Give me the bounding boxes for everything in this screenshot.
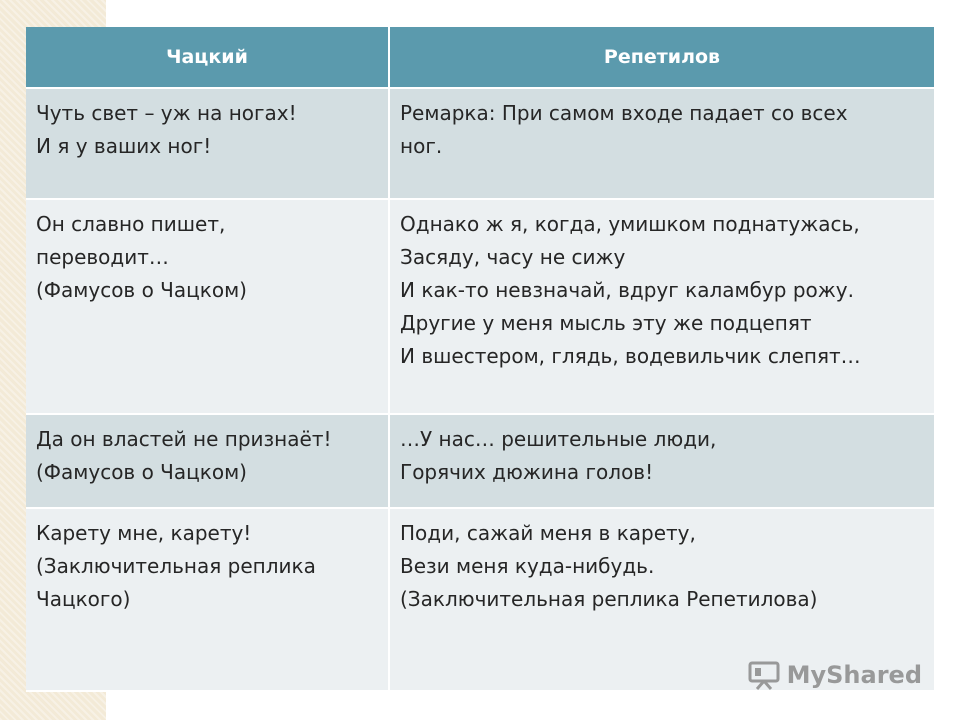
cell-chatsky [26, 414, 389, 508]
cell-line: Он славно пишет, [36, 212, 226, 236]
comparison-table [26, 27, 934, 692]
cell-line: Ремарка: При самом входе падает со всех [400, 101, 848, 125]
table-row [26, 414, 934, 508]
column-header-chatsky: Чацкий [26, 27, 389, 88]
cell-line: И я у ваших ног! [36, 134, 212, 158]
cell-line: Однако ж я, когда, умишком поднатужась, [400, 212, 860, 236]
cell-line: (Фамусов о Чацком) [36, 278, 247, 302]
cell-chatsky [26, 88, 389, 199]
column-header-repetilov: Репетилов [389, 27, 934, 88]
cell-line: Карету мне, карету! [36, 521, 252, 545]
myshared-watermark [747, 660, 922, 690]
cell-line: (Заключительная реплика Репетилова) [400, 587, 818, 611]
cell-line: ног. [400, 134, 443, 158]
cell-line: Горячих дюжина голов! [400, 460, 654, 484]
table-row [26, 88, 934, 199]
presentation-board-icon [747, 660, 781, 690]
cell-line: Засяду, часу не сижу [400, 245, 626, 269]
cell-line: Вези меня куда-нибудь. [400, 554, 655, 578]
comparison-table-container [26, 27, 934, 692]
cell-line: И как-то невзначай, вдруг каламбур рожу. [400, 278, 854, 302]
cell-line: (Фамусов о Чацком) [36, 460, 247, 484]
cell-line: Чацкого) [36, 587, 131, 611]
cell-line: …У нас… решительные люди, [400, 427, 717, 451]
cell-line: (Заключительная реплика [36, 554, 316, 578]
cell-line: переводит… [36, 245, 169, 269]
cell-line: И вшестером, глядь, водевильчик слепят… [400, 344, 861, 368]
cell-line: Да он властей не признаёт! [36, 427, 332, 451]
cell-repetilov [389, 88, 934, 199]
cell-chatsky [26, 199, 389, 414]
cell-repetilov [389, 414, 934, 508]
cell-line: Другие у меня мысль эту же подцепят [400, 311, 812, 335]
cell-repetilov [389, 199, 934, 414]
cell-line: Чуть свет – уж на ногах! [36, 101, 297, 125]
watermark-text: MyShared [786, 661, 922, 689]
cell-chatsky [26, 508, 389, 691]
cell-line: Поди, сажай меня в карету, [400, 521, 696, 545]
table-header-row [26, 27, 934, 88]
table-row [26, 199, 934, 414]
